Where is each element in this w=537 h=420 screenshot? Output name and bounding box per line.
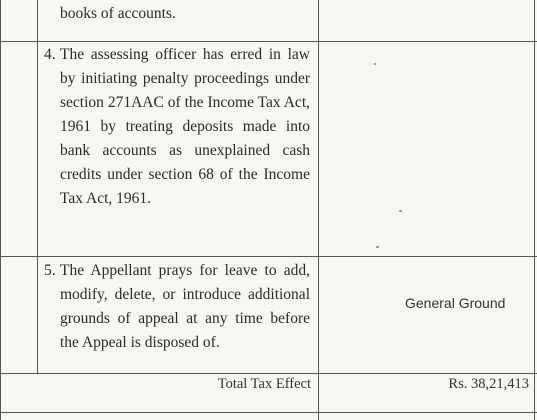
ground-text: The assessing officer has erred in law by initiating penalty proceedings under section 271AAC of the Income Tax Act, 1961 by treating deposits made into bank accounts as unexplained cash credits under section 68 of the Income Tax Act, 1961. (60, 46, 310, 207)
ground-text: The Appellant prays for leave to add, modify, delete, or introduce additional grounds of appeal at any time before the Appeal is disposed of. (60, 262, 310, 351)
ground-number: 5. (44, 262, 56, 279)
ground-text-continued: books of accounts. (60, 5, 176, 22)
table-row-divider-1 (0, 41, 537, 42)
ground-4 (44, 43, 310, 211)
total-value: Rs. 38,21,413 (448, 376, 529, 392)
table-column-divider-serial (37, 0, 38, 373)
ground-number: 4. (44, 46, 56, 63)
table-row-divider-3 (0, 373, 537, 374)
scan-speck (376, 246, 379, 248)
table-row-divider-4 (0, 412, 537, 413)
scan-speck (374, 63, 376, 65)
scan-speck (399, 210, 402, 212)
total-label: Total Tax Effect (217, 376, 311, 392)
table-border-right (534, 0, 535, 420)
table-column-divider-middle (318, 0, 319, 420)
ground-5 (44, 259, 310, 355)
tax-effect-cell: General Ground (405, 295, 506, 311)
table-row-divider-2 (0, 256, 537, 257)
table-border-left (0, 0, 1, 420)
